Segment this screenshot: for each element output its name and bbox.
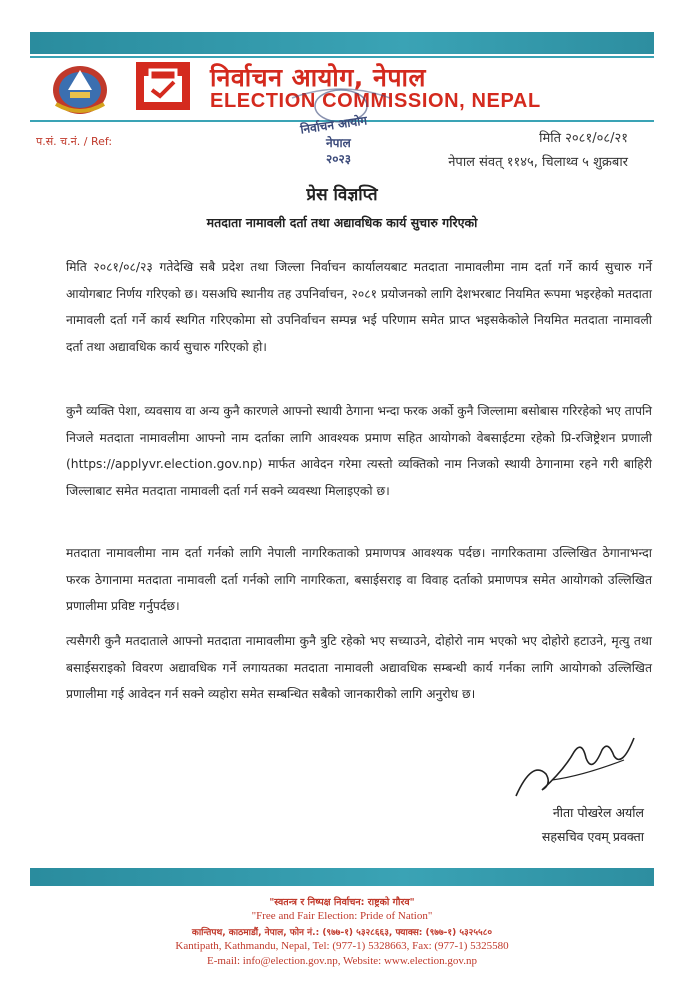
nepal-sambat-date: नेपाल संवत् ११४५, चिलाथ्व ५ शुक्रबार (448, 155, 628, 170)
org-name-english: ELECTION COMMISSION, NEPAL (210, 90, 541, 112)
signer-title: सहसचिव एवम् प्रवक्ता (541, 829, 644, 844)
seal-text-org: निर्वाचन आयोग (299, 113, 368, 137)
footer-motto-nepali: "स्वतन्त्र र निष्पक्ष निर्वाचन: राष्ट्रको गौरव" (269, 897, 415, 908)
paragraph-4: त्यसैगरी कुनै मतदाताले आफ्नो मतदाता नामावलीमा कुनै त्रुटि रहेको भए सच्याउने, दोहोरो नाम भएको भए दोहोरो हटाउने, मृत्यु तथा बसाईसराइको विवरण अद्यावधिक गर्ने लगायतका मतदाता नामावली अद्यावधिक सम्बन्धी कार्य गर्नका लागि आयोगको उल्लिखित प्रणालीमा गई आवेदन गर्न सक्ने व्यहोरा समेत सम्बन्धित सबैको जानकारीको लागि अनुरोध छ। (66, 634, 652, 701)
paragraph-1: मिति २०८१/०८/२३ गतेदेखि सबै प्रदेश तथा जिल्ला निर्वाचन कार्यालयबाट मतदाता नामावलीमा नाम दर्ता गर्ने कार्य सुचारु गर्ने आयोगबाट निर्णय गरिएको छ। यसअघि स्थानीय तह उपनिर्वाचन, २०८१ प्रयोजनको लागि देशभरबाट नियमित रूपमा भइरहेको मतदाता नामावली दर्ता गर्ने कार्य स्थगित गरिएकोमा सो उपनिर्वाचन सम्पन्न भई परिणाम समेत प्राप्त भइसकेकोले नियमित मतदाता नामावली दर्ता तथा अद्यावधिक कार्य सुचारु गरिएको हो। (66, 260, 652, 354)
paragraph-3: मतदाता नामावलीमा नाम दर्ता गर्नको लागि नेपाली नागरिकताको प्रमाणपत्र आवश्यक पर्दछ। नागरिकतामा उल्लिखित ठेगानाभन्दा फरक ठेगानामा मतदाता नामावली दर्ता गर्नको लागि नागरिकता, बसाईसराइ वा विवाह दर्ताको प्रमाणपत्र समेत आयोगको उल्लिखित प्रणालीमा प्रविष्ट गर्नुपर्दछ। (66, 546, 652, 613)
handwritten-signature (512, 730, 642, 800)
nepal-emblem-icon (50, 60, 110, 116)
seal-text-country: नेपाल (326, 136, 351, 150)
date: मिति २०८१/०८/२१ (539, 131, 628, 146)
footer-address-nepali: कान्तिपथ, काठमाडौं, नेपाल, फोन नं.: (९७७-१) ५३२८६६३, फ्याक्स: (९७७-१) ५३२५५८० (191, 928, 493, 938)
org-name-nepali: निर्वाचन आयोग, नेपाल (210, 63, 426, 92)
document-subject: मतदाता नामावली दर्ता तथा अद्यावधिक कार्य सुचारु गरिएको (206, 215, 478, 230)
footer-motto-english: "Free and Fair Election: Pride of Nation" (251, 910, 433, 922)
header-top-band (30, 32, 654, 54)
seal-text-year: २०२३ (326, 152, 351, 166)
election-commission-logo-icon (136, 62, 190, 110)
signer-name: नीता पोखरेल अर्याल (552, 805, 644, 820)
document-title: प्रेस विज्ञप्ति (306, 185, 378, 205)
reference-number: प.सं. च.नं. / Ref: (36, 135, 113, 148)
footer-address-english: Kantipath, Kathmandu, Nepal, Tel: (977-1) 5328663, Fax: (977-1) 5325580 (175, 940, 509, 952)
paragraph-2: कुनै व्यक्ति पेशा, व्यवसाय वा अन्य कुनै कारणले आफ्नो स्थायी ठेगाना भन्दा फरक अर्को कुनै जिल्लामा बसोबास गरिरहेको भए तापनि निजले मतदाता नामावलीमा आफ्नो नाम दर्ताका लागि आवश्यक प्रमाण सहित आयोगको वेबसाईटमा रहेको प्रि-रजिष्ट्रेशन प्रणाली (https://applyvr.election.gov.np) मार्फत आवेदन गरेमा त्यस्तो व्यक्तिको नाम निजको स्थायी ठेगानामा रहने गरी बाहिरी जिल्लाबाट समेत मतदाता नामावली दर्ता गर्न सक्ने व्यवस्था मिलाइएको छ। (66, 404, 652, 498)
footer-band (30, 868, 654, 886)
footer-contact: E-mail: info@election.gov.np, Website: www.election.gov.np (207, 955, 477, 967)
